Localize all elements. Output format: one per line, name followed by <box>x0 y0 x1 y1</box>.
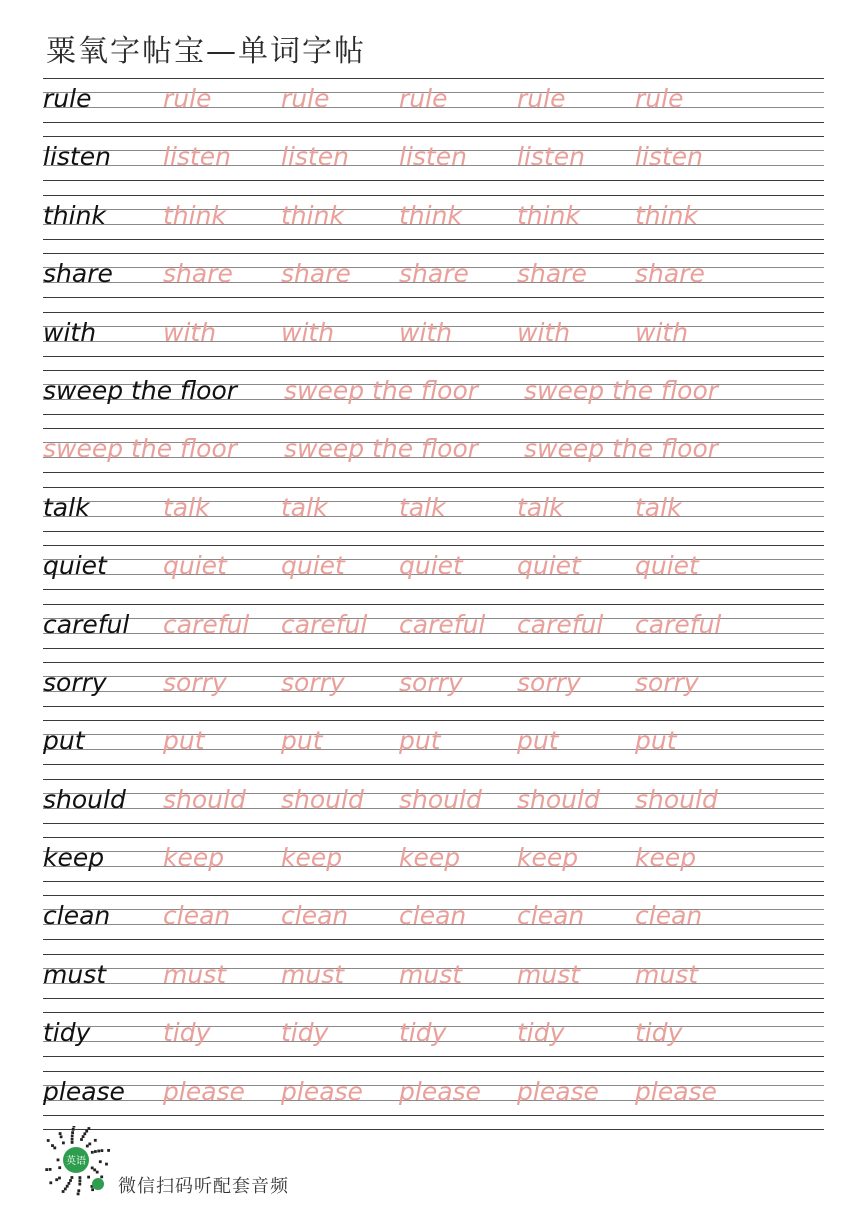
qr-badge-text: 英语 <box>66 1156 86 1167</box>
qr-module <box>80 1138 83 1141</box>
trace-word: talk <box>399 492 446 522</box>
trace-word: careful <box>399 609 486 639</box>
model-word: please <box>43 1076 125 1106</box>
guide-line <box>43 589 824 590</box>
trace-word: put <box>163 726 205 756</box>
model-word: clean <box>43 901 111 931</box>
qr-module <box>68 1182 71 1185</box>
qr-module <box>55 1178 58 1181</box>
trace-word: think <box>281 200 344 230</box>
qr-module <box>94 1150 97 1153</box>
model-word: should <box>43 784 126 814</box>
guide-line <box>43 180 824 181</box>
practice-row <box>43 895 824 953</box>
qr-module <box>72 1128 75 1131</box>
trace-word: put <box>517 726 559 756</box>
qr-module <box>53 1147 56 1150</box>
practice-row <box>43 1012 824 1070</box>
practice-row <box>43 954 824 1012</box>
trace-word: keep <box>399 843 461 873</box>
qr-module <box>62 1142 65 1145</box>
trace-word: talk <box>517 492 564 522</box>
trace-word: careful <box>517 609 604 639</box>
practice-row <box>43 370 824 428</box>
qr-module <box>88 1127 91 1130</box>
trace-word: think <box>635 200 698 230</box>
qr-module <box>71 1141 74 1144</box>
trace-word: share <box>635 259 705 289</box>
practice-row <box>43 720 824 778</box>
practice-row <box>43 662 824 720</box>
trace-word: sorry <box>281 667 345 697</box>
guide-line <box>43 195 824 196</box>
trace-word: clean <box>281 901 349 931</box>
qr-module <box>93 1169 96 1172</box>
trace-word: keep <box>163 843 225 873</box>
trace-word: with <box>517 317 571 347</box>
qr-module <box>59 1132 62 1135</box>
qr-module <box>71 1176 74 1179</box>
trace-word: sweep the floor <box>43 434 238 464</box>
trace-word: clean <box>399 901 467 931</box>
trace-word: listen <box>281 142 349 172</box>
trace-word: listen <box>517 142 585 172</box>
qr-module <box>85 1130 88 1133</box>
model-word: keep <box>43 843 105 873</box>
qr-module <box>91 1188 94 1191</box>
trace-word: share <box>517 259 587 289</box>
trace-word: tidy <box>635 1018 683 1048</box>
trace-word: with <box>163 317 217 347</box>
trace-word: quiet <box>635 551 699 581</box>
qr-module <box>69 1179 72 1182</box>
guide-line <box>43 1056 824 1057</box>
trace-word: talk <box>281 492 328 522</box>
page-title: 粟氧字帖宝—单词字帖 <box>46 34 366 69</box>
qr-module <box>45 1168 48 1171</box>
qr-module <box>99 1160 102 1163</box>
guide-line <box>43 472 824 473</box>
guide-line <box>43 662 824 663</box>
trace-word: please <box>281 1076 363 1106</box>
guide-line <box>43 531 824 532</box>
trace-word: careful <box>635 609 722 639</box>
trace-word: should <box>517 784 600 814</box>
trace-word: must <box>399 959 463 989</box>
practice-row <box>43 837 824 895</box>
trace-word: rule <box>517 84 566 113</box>
qr-module <box>79 1176 82 1179</box>
trace-word: talk <box>163 492 210 522</box>
trace-word: quiet <box>281 551 345 581</box>
qr-module <box>71 1135 74 1138</box>
qr-module <box>62 1190 65 1193</box>
model-word: must <box>43 959 107 989</box>
qr-module <box>64 1188 67 1191</box>
trace-word: sweep the floor <box>524 434 719 464</box>
trace-word: with <box>399 317 453 347</box>
guide-line <box>43 1071 824 1072</box>
trace-word: tidy <box>399 1018 447 1048</box>
qr-module <box>97 1150 100 1153</box>
trace-word: think <box>399 200 462 230</box>
trace-word: should <box>399 784 482 814</box>
trace-word: careful <box>281 609 368 639</box>
trace-word: sweep the floor <box>284 375 479 405</box>
trace-word: clean <box>635 901 703 931</box>
qr-module <box>86 1145 89 1148</box>
trace-word: put <box>399 726 441 756</box>
trace-word: sweep the floor <box>524 375 719 405</box>
trace-word: sorry <box>517 667 581 697</box>
model-word: with <box>43 317 97 347</box>
qr-module <box>94 1139 97 1142</box>
trace-word: must <box>517 959 581 989</box>
trace-word: clean <box>163 901 231 931</box>
trace-word: must <box>163 959 227 989</box>
trace-word: careful <box>163 609 250 639</box>
trace-word: please <box>163 1076 245 1106</box>
trace-word: please <box>399 1076 481 1106</box>
trace-word: quiet <box>399 551 463 581</box>
qr-module <box>82 1135 85 1138</box>
scan-caption: 微信扫码听配套音频 <box>118 1176 289 1197</box>
practice-row <box>43 136 824 194</box>
guide-line <box>43 356 824 357</box>
qr-module <box>49 1168 52 1171</box>
guide-line <box>43 998 824 999</box>
trace-word: should <box>281 784 364 814</box>
qr-module <box>83 1132 86 1135</box>
qr-module <box>47 1139 50 1142</box>
trace-word: think <box>163 200 226 230</box>
qr-module <box>58 1177 61 1180</box>
model-word: share <box>43 259 113 289</box>
qr-module <box>91 1167 94 1170</box>
guide-line <box>43 823 824 824</box>
trace-word: must <box>635 959 699 989</box>
guide-line <box>43 837 824 838</box>
trace-word: keep <box>517 843 579 873</box>
guide-line <box>43 604 824 605</box>
guide-line <box>43 136 824 137</box>
qr-module <box>66 1185 69 1188</box>
trace-word: sweep the floor <box>284 434 479 464</box>
trace-word: tidy <box>163 1018 211 1048</box>
guide-line <box>43 122 824 123</box>
model-word: rule <box>43 84 92 113</box>
footer <box>40 1126 440 1200</box>
qr-module <box>88 1143 91 1146</box>
trace-word: please <box>635 1076 717 1106</box>
trace-word: must <box>281 959 345 989</box>
qr-module <box>96 1171 99 1174</box>
qr-module <box>77 1189 80 1192</box>
trace-word: listen <box>163 142 231 172</box>
guide-line <box>43 78 824 79</box>
practice-row <box>43 78 824 136</box>
practice-row <box>43 604 824 662</box>
trace-word: should <box>163 784 246 814</box>
qr-module <box>87 1176 90 1179</box>
trace-word: quiet <box>517 551 581 581</box>
trace-word: rule <box>399 84 448 113</box>
qr-module <box>77 1193 80 1196</box>
qr-module <box>58 1166 61 1169</box>
guide-line <box>43 720 824 721</box>
guide-line <box>43 414 824 415</box>
trace-word: sorry <box>399 667 463 697</box>
guide-line <box>43 1012 824 1013</box>
trace-word: share <box>163 259 233 289</box>
trace-word: listen <box>399 142 467 172</box>
qr-module <box>105 1163 108 1166</box>
practice-row <box>43 1071 824 1129</box>
model-word: put <box>43 726 85 756</box>
practice-sheet <box>43 78 824 1130</box>
practice-row <box>43 428 824 486</box>
trace-word: tidy <box>517 1018 565 1048</box>
qr-module <box>60 1135 63 1138</box>
trace-word: with <box>635 317 689 347</box>
trace-word: clean <box>517 901 585 931</box>
guide-line <box>43 370 824 371</box>
guide-line <box>43 297 824 298</box>
trace-word: tidy <box>281 1018 329 1048</box>
model-word: quiet <box>43 551 107 581</box>
model-word: talk <box>43 492 90 522</box>
guide-line <box>43 312 824 313</box>
trace-word: please <box>517 1076 599 1106</box>
guide-line <box>43 487 824 488</box>
trace-word: rule <box>635 84 684 113</box>
guide-line <box>43 1115 824 1116</box>
trace-word: share <box>399 259 469 289</box>
qr-module <box>78 1183 81 1186</box>
practice-row <box>43 253 824 311</box>
trace-word: sorry <box>635 667 699 697</box>
guide-line <box>43 706 824 707</box>
guide-line <box>43 881 824 882</box>
guide-line <box>43 545 824 546</box>
trace-word: share <box>281 259 351 289</box>
qr-module <box>107 1149 110 1152</box>
trace-word: talk <box>635 492 682 522</box>
guide-line <box>43 428 824 429</box>
guide-line <box>43 648 824 649</box>
trace-word: sorry <box>163 667 227 697</box>
trace-word: should <box>635 784 718 814</box>
qr-module <box>71 1131 74 1134</box>
guide-line <box>43 239 824 240</box>
trace-word: put <box>635 726 677 756</box>
trace-word: put <box>281 726 323 756</box>
guide-line <box>43 939 824 940</box>
practice-row <box>43 545 824 603</box>
trace-word: keep <box>281 843 343 873</box>
model-word: think <box>43 200 106 230</box>
guide-line <box>43 954 824 955</box>
qr-corner-dot <box>92 1178 104 1190</box>
model-word: sweep the floor <box>43 375 238 405</box>
guide-line <box>43 764 824 765</box>
practice-row <box>43 487 824 545</box>
guide-line <box>43 895 824 896</box>
qr-module <box>79 1179 82 1182</box>
qr-module <box>73 1126 76 1128</box>
practice-row <box>43 312 824 370</box>
practice-row <box>43 195 824 253</box>
trace-word: keep <box>635 843 697 873</box>
trace-word: with <box>281 317 335 347</box>
qr-module <box>100 1176 103 1179</box>
trace-word: rule <box>281 84 330 113</box>
qr-module <box>57 1159 60 1162</box>
model-word: sorry <box>43 667 107 697</box>
trace-word: rule <box>163 84 212 113</box>
qr-module <box>71 1138 74 1141</box>
trace-word: listen <box>635 142 703 172</box>
guide-line <box>43 779 824 780</box>
model-word: careful <box>43 609 130 639</box>
qr-code-icon[interactable] <box>40 1126 112 1198</box>
guide-line <box>43 253 824 254</box>
qr-module <box>101 1149 104 1152</box>
model-word: listen <box>43 142 111 172</box>
practice-row <box>43 779 824 837</box>
model-word: tidy <box>43 1018 91 1048</box>
trace-word: think <box>517 200 580 230</box>
trace-word: quiet <box>163 551 227 581</box>
qr-module <box>91 1151 94 1154</box>
qr-module <box>49 1181 52 1184</box>
